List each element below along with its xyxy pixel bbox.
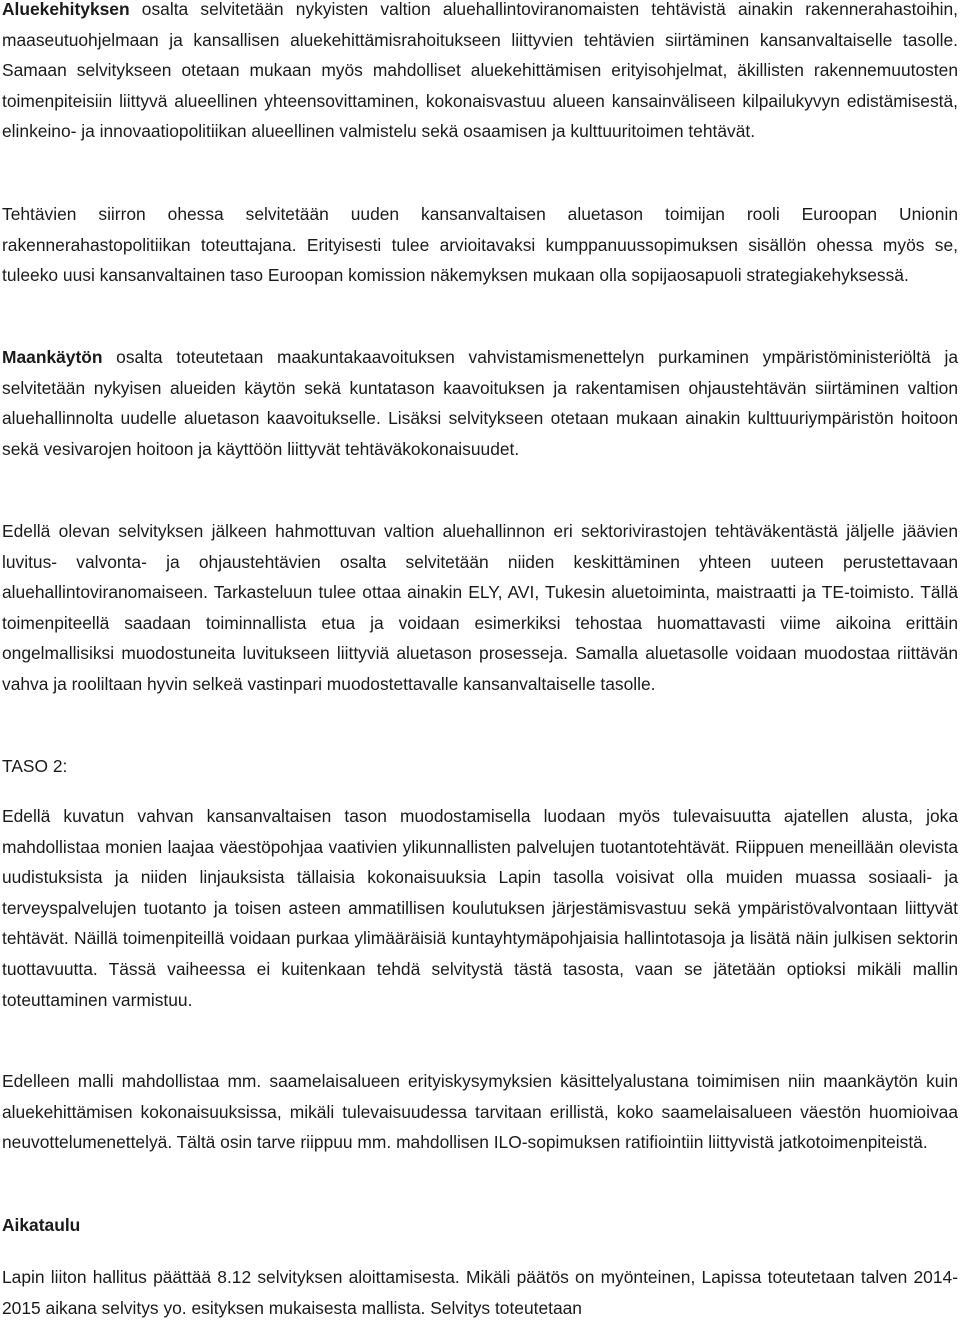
- section-heading-aikataulu: Aikataulu: [2, 1215, 81, 1235]
- paragraph-body: osalta toteutetaan maakuntakaavoituksen vahvistamismenettelyn purkaminen ympäristöministeriöltä ja selvitetään nykyisen alueiden käytön sekä kuntatason kaavoituksen ja rakentamisen ohjaustehtävän siirtäminen valtion aluehallinnolta uudelle aluetason kaavoitukselle. Lisäksi selvitykseen otetaan mukaan ainakin kulttuuriympäristön hoitoon sekä vesivarojen hoitoon ja käyttöön liittyvät tehtäväkokonaisuudet.: [2, 347, 958, 459]
- section-heading-taso-2: TASO 2:: [2, 756, 68, 776]
- paragraph-aikataulu: Lapin liiton hallitus päättää 8.12 selvityksen aloittamisesta. Mikäli päätös on myönteinen, Lapissa toteutetaan talven 2014-2015 aikana selvitys yo. esityksen mukaisesta mallista. Selvitys toteutetaan: [2, 1267, 958, 1318]
- paragraph-lead-term: Maankäytön: [2, 347, 103, 367]
- paragraph-maankaytto: [2, 342, 958, 464]
- paragraph-lead-term: Aluekehityksen: [2, 0, 130, 19]
- paragraph-aluekehitys: [2, 0, 958, 147]
- paragraph-eu-rakennerahasto: Tehtävien siirron ohessa selvitetään uuden kansanvaltaisen aluetason toimijan rooli Euroopan Unionin rakennerahastopolitiikan toteuttajana. Erityisesti tulee arvioitavaksi kumppanuussopimuksen sisällön ohessa myös se, tuleeko uusi kansanvaltainen taso Euroopan komission näkemyksen mukaan olla sopijaosapuoli strategiakehyksessä.: [2, 204, 958, 286]
- paragraph-saamelaisalue: Edelleen malli mahdollistaa mm. saamelaisalueen erityiskysymyksien käsittelyalustana toimimisen niin maankäytön kuin aluekehittämisen kokonaisuuksissa, mikäli tulevaisuudessa tarvitaan erillistä, koko saamelaisalueen väestön huomioivaa neuvottelumenettelyä. Tältä osin tarve riippuu mm. mahdollisen ILO-sopimuksen ratifiointiin liittyvistä jatkotoimenpiteistä.: [2, 1071, 958, 1153]
- paragraph-taso-2: Edellä kuvatun vahvan kansanvaltaisen tason muodostamisella luodaan myös tulevaisuutta ajatellen alusta, joka mahdollistaa monien laajaa väestöpohjaa vaativien ylikunnallisten palvelujen tuotantotehtävät. Riippuen meneillään olevista uudistuksista ja niiden linjauksista tällaisia kokonaisuuksia Lapin tasolla voisivat olla muiden muassa sosiaali- ja terveyspalvelujen tuotanto ja toisen asteen ammatillisen koulutuksen järjestämisvastuu sekä ympäristövalvontaan liittyvät tehtävät. Näillä toimenpiteillä voidaan purkaa ylimääräisiä kuntayhtymäpohjaisia hallintotasoja ja lisätä näin julkisen sektorin tuottavuutta. Tässä vaiheessa ei kuitenkaan tehdä selvitystä tästä tasosta, vaan se jätetään optioksi mikäli mallin toteuttaminen varmistuu.: [2, 806, 958, 1010]
- paragraph-aluehallintoviranomainen: Edellä olevan selvityksen jälkeen hahmottuvan valtion aluehallinnon eri sektorivirastojen tehtäväkentästä jäljelle jäävien luvitus- valvonta- ja ohjaustehtävien osalta selvitetään niiden keskittäminen yhteen uuteen perustettavaan aluehallintoviranomaiseen. Tarkasteluun tulee ottaa ainakin ELY, AVI, Tukesin aluetoiminta, maistraatti ja TE-toimisto. Tällä toimenpiteellä saadaan toiminnallista etua ja voidaan esimerkiksi tehostaa huomattavasti viime aikoina erittäin ongelmallisiksi muodostuneita luvitukseen liittyviä aluetason prosesseja. Samalla aluetasolle voidaan muodostaa riittävän vahva ja rooliltaan hyvin selkeä vastinpari muodostettavalle kansanvaltaiselle tasolle.: [2, 521, 958, 694]
- paragraph-body: osalta selvitetään nykyisten valtion aluehallintoviranomaisten tehtävistä ainakin rakennerahastoihin, maaseutuohjelmaan ja kansallisen aluekehittämisrahoitukseen liittyvien tehtävien siirtäminen kansanvaltaiselle tasolle. Samaan selvitykseen otetaan mukaan myös mahdolliset aluekehittämisen erityisohjelmat, äkillisten rakennemuutosten toimenpiteisiin liittyvä alueellinen yhteensovittaminen, kokonaisvastuu alueen kansainväliseen kilpailukyvyn edistämisestä, elinkeino- ja innovaatiopolitiikan alueellinen valmistelu sekä osaamisen ja kulttuuritoimen tehtävät.: [2, 0, 958, 142]
